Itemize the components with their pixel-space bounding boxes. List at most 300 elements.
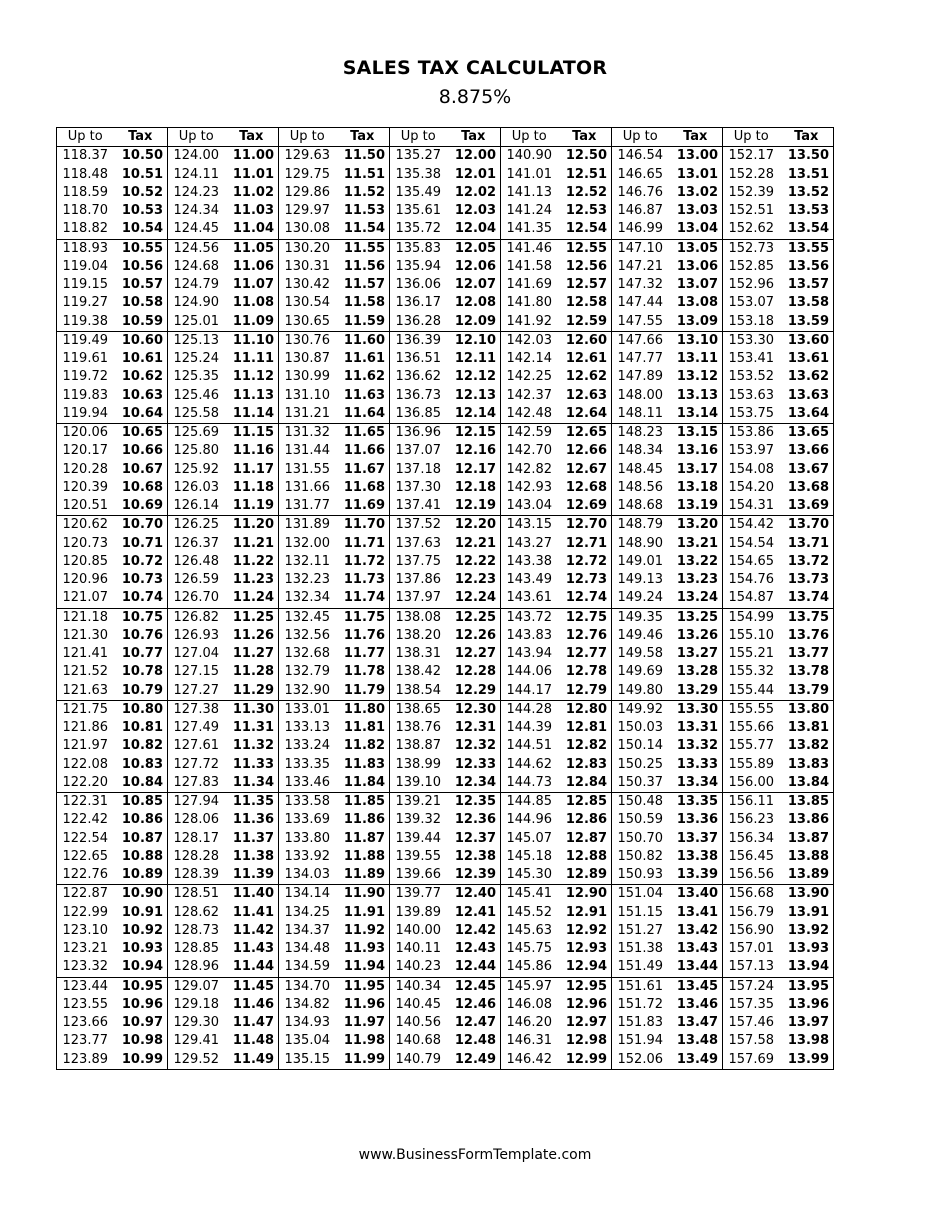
tax-cell: 11.43 (232, 941, 274, 956)
table-row (57, 922, 834, 940)
tax-cell: 11.01 (232, 166, 274, 182)
amount-cell: 140.90 (501, 147, 558, 166)
amount-cell: 134.70 (279, 977, 336, 996)
tax-cell: 10.69 (114, 497, 168, 516)
amount-cell: 137.97 (390, 589, 447, 608)
tax-cell: 10.82 (121, 738, 163, 754)
tax-cell: 12.73 (565, 572, 607, 587)
amount-cell: 131.77 (279, 497, 336, 516)
tax-cell: 11.92 (343, 922, 385, 938)
tax-cell: 13.18 (676, 479, 718, 495)
amount-cell: 144.51 (501, 737, 558, 755)
amount-cell: 140.11 (390, 940, 447, 958)
tax-cell: 12.52 (565, 184, 607, 200)
tax-cell: 12.95 (565, 978, 607, 994)
tax-cell: 10.58 (121, 295, 163, 311)
tax-cell: 11.68 (343, 479, 385, 495)
tax-cell: 12.55 (565, 240, 607, 256)
amount-cell: 130.99 (279, 368, 336, 386)
tax-cell: 12.59 (558, 313, 612, 332)
tax-cell: 12.27 (454, 646, 496, 661)
amount-cell: 146.08 (501, 996, 558, 1014)
tax-cell: 13.04 (669, 220, 723, 239)
amount-cell: 128.51 (168, 885, 225, 904)
tax-cell: 13.07 (676, 277, 718, 292)
tax-cell: 12.46 (454, 996, 496, 1012)
amount-cell: 136.17 (390, 294, 447, 312)
tax-cell: 12.33 (454, 756, 496, 772)
tax-cell: 13.85 (780, 793, 834, 812)
amount-cell: 154.65 (723, 553, 780, 571)
table-row (57, 811, 834, 829)
tax-cell: 13.77 (780, 645, 834, 663)
amount-cell: 136.39 (390, 331, 447, 350)
amount-cell: 145.18 (501, 848, 558, 866)
tax-cell: 12.63 (565, 387, 607, 403)
amount-cell: 131.21 (279, 405, 336, 424)
amount-cell: 151.94 (612, 1032, 669, 1050)
table-row (57, 774, 834, 793)
amount-cell: 132.56 (279, 627, 336, 645)
tax-cell: 11.70 (343, 517, 385, 533)
tax-cell: 11.48 (232, 1033, 274, 1049)
tax-cell: 12.06 (454, 258, 496, 274)
tax-cell: 11.85 (343, 794, 385, 809)
header-up-to: Up to (723, 128, 780, 147)
tax-cell: 10.60 (121, 332, 163, 348)
tax-cell: 10.50 (121, 148, 163, 164)
amount-cell: 144.39 (501, 719, 558, 737)
amount-cell: 146.42 (501, 1051, 558, 1070)
tax-cell: 13.51 (780, 166, 834, 184)
amount-cell: 126.03 (168, 479, 225, 497)
amount-cell: 135.83 (390, 239, 447, 258)
amount-cell: 150.25 (612, 756, 669, 774)
tax-cell: 13.79 (780, 682, 834, 701)
footer-url: www.BusinessFormTemplate.com (358, 1147, 592, 1163)
amount-cell: 142.14 (501, 350, 558, 368)
tax-cell: 13.31 (676, 720, 718, 735)
tax-cell: 13.64 (780, 405, 834, 424)
tax-cell: 13.98 (780, 1032, 834, 1050)
tax-cell: 11.27 (232, 646, 274, 661)
tax-cell: 13.35 (676, 794, 718, 809)
tax-cell: 13.99 (780, 1051, 834, 1070)
tax-cell: 11.10 (232, 332, 274, 348)
tax-cell: 13.55 (780, 239, 834, 258)
tax-cell: 12.92 (565, 922, 607, 938)
amount-cell: 123.66 (57, 1014, 114, 1032)
amount-cell: 155.32 (723, 663, 780, 681)
amount-cell: 121.07 (57, 589, 114, 608)
amount-cell: 153.97 (723, 442, 780, 460)
tax-cell: 12.48 (454, 1033, 496, 1049)
tax-cell: 13.95 (780, 977, 834, 996)
tax-cell: 12.54 (558, 220, 612, 239)
tax-cell: 11.65 (343, 425, 385, 440)
tax-cell: 12.93 (565, 941, 607, 956)
tax-cell: 13.22 (676, 553, 718, 569)
amount-cell: 135.61 (390, 202, 447, 220)
amount-cell: 122.20 (57, 774, 114, 793)
amount-cell: 150.70 (612, 830, 669, 848)
amount-cell: 119.38 (57, 313, 114, 332)
tax-cell: 13.20 (676, 517, 718, 533)
tax-cell: 13.94 (780, 958, 834, 977)
tax-cell: 12.79 (558, 682, 612, 701)
amount-cell: 124.00 (168, 147, 225, 166)
tax-cell: 13.27 (676, 646, 718, 661)
tax-cell: 12.89 (558, 866, 612, 885)
tax-cell: 12.66 (565, 443, 607, 459)
amount-cell: 146.87 (612, 202, 669, 220)
header-tax: Tax (225, 128, 279, 147)
amount-cell: 151.15 (612, 904, 669, 922)
amount-cell: 128.73 (168, 922, 225, 940)
amount-cell: 154.54 (723, 535, 780, 553)
amount-cell: 126.70 (168, 589, 225, 608)
tax-cell: 13.63 (780, 387, 834, 405)
amount-cell: 149.35 (612, 608, 669, 627)
amount-cell: 121.75 (57, 700, 114, 719)
tax-cell: 10.57 (121, 277, 163, 292)
table-row (57, 479, 834, 497)
amount-cell: 151.04 (612, 885, 669, 904)
amount-cell: 148.34 (612, 442, 669, 460)
tax-cell: 13.50 (780, 147, 834, 166)
amount-cell: 127.72 (168, 756, 225, 774)
tax-cell: 11.20 (232, 517, 274, 533)
amount-cell: 142.70 (501, 442, 558, 460)
tax-cell: 10.87 (121, 830, 163, 846)
amount-cell: 146.76 (612, 184, 669, 202)
table-row (57, 166, 834, 184)
amount-cell: 150.37 (612, 774, 669, 793)
amount-cell: 147.32 (612, 276, 669, 294)
amount-cell: 157.01 (723, 940, 780, 958)
tax-cell: 11.19 (225, 497, 279, 516)
tax-cell: 12.24 (447, 589, 501, 608)
tax-cell: 13.54 (780, 220, 834, 239)
tax-cell: 12.96 (565, 996, 607, 1012)
tax-cell: 13.76 (780, 627, 834, 645)
tax-cell: 10.51 (121, 166, 163, 182)
tax-cell: 13.41 (676, 904, 718, 920)
tax-cell: 12.78 (565, 664, 607, 680)
tax-cell: 13.30 (676, 701, 718, 717)
amount-cell: 145.41 (501, 885, 558, 904)
tax-cell: 11.23 (232, 572, 274, 587)
amount-cell: 136.85 (390, 405, 447, 424)
amount-cell: 152.39 (723, 184, 780, 202)
tax-cell: 12.00 (454, 148, 496, 164)
tax-cell: 13.37 (676, 830, 718, 846)
amount-cell: 136.28 (390, 313, 447, 332)
tax-cell: 11.97 (343, 1015, 385, 1030)
tax-cell: 11.60 (343, 332, 385, 348)
amount-cell: 134.14 (279, 885, 336, 904)
amount-cell: 130.31 (279, 258, 336, 276)
tax-cell: 12.43 (454, 941, 496, 956)
tax-cell: 13.45 (676, 978, 718, 994)
amount-cell: 125.13 (168, 331, 225, 350)
table-row (57, 239, 834, 258)
header-up-to: Up to (168, 128, 225, 147)
table-row (57, 184, 834, 202)
header-up-to: Up to (57, 128, 114, 147)
amount-cell: 135.49 (390, 184, 447, 202)
amount-cell: 125.24 (168, 350, 225, 368)
amount-cell: 150.48 (612, 793, 669, 812)
amount-cell: 149.92 (612, 700, 669, 719)
tax-cell: 10.54 (114, 220, 168, 239)
amount-cell: 148.23 (612, 424, 669, 443)
amount-cell: 121.63 (57, 682, 114, 701)
amount-cell: 138.08 (390, 608, 447, 627)
amount-cell: 132.23 (279, 571, 336, 589)
tax-cell: 11.74 (336, 589, 390, 608)
tax-cell: 10.88 (121, 848, 163, 864)
tax-cell: 10.83 (121, 756, 163, 772)
tax-cell: 13.69 (780, 497, 834, 516)
tax-cell: 13.01 (676, 166, 718, 182)
amount-cell: 119.94 (57, 405, 114, 424)
tax-cell: 11.38 (232, 848, 274, 864)
amount-cell: 157.13 (723, 958, 780, 977)
table-row (57, 682, 834, 701)
table-row (57, 589, 834, 608)
tax-cell: 12.62 (565, 369, 607, 385)
table-row (57, 1014, 834, 1032)
amount-cell: 139.89 (390, 904, 447, 922)
tax-cell: 13.62 (780, 368, 834, 386)
tax-cell: 13.15 (676, 425, 718, 440)
table-row (57, 405, 834, 424)
amount-cell: 145.52 (501, 904, 558, 922)
tax-cell: 13.87 (780, 830, 834, 848)
amount-cell: 141.24 (501, 202, 558, 220)
amount-cell: 143.27 (501, 535, 558, 553)
tax-cell: 12.36 (454, 812, 496, 828)
tax-cell: 13.83 (780, 756, 834, 774)
amount-cell: 119.04 (57, 258, 114, 276)
tax-cell: 13.05 (676, 240, 718, 256)
tax-cell: 12.13 (454, 387, 496, 403)
tax-cell: 12.91 (565, 904, 607, 920)
tax-cell: 12.61 (565, 351, 607, 366)
amount-cell: 120.51 (57, 497, 114, 516)
amount-cell: 132.45 (279, 608, 336, 627)
amount-cell: 134.37 (279, 922, 336, 940)
amount-cell: 154.42 (723, 516, 780, 535)
amount-cell: 135.72 (390, 220, 447, 239)
tax-cell: 12.88 (565, 848, 607, 864)
amount-cell: 136.73 (390, 387, 447, 405)
tax-cell: 11.33 (232, 756, 274, 772)
tax-cell: 12.77 (565, 646, 607, 661)
table-row (57, 756, 834, 774)
tax-cell: 12.94 (558, 958, 612, 977)
tax-cell: 11.90 (343, 886, 385, 902)
tax-cell: 11.80 (343, 701, 385, 717)
tax-cell: 12.32 (454, 738, 496, 754)
amount-cell: 130.76 (279, 331, 336, 350)
tax-cell: 13.24 (669, 589, 723, 608)
amount-cell: 140.23 (390, 958, 447, 977)
tax-cell: 11.44 (225, 958, 279, 977)
tax-cell: 12.60 (565, 332, 607, 348)
tax-cell: 10.62 (121, 369, 163, 385)
tax-cell: 11.31 (232, 720, 274, 735)
amount-cell: 149.58 (612, 645, 669, 663)
amount-cell: 133.24 (279, 737, 336, 755)
tax-cell: 10.94 (114, 958, 168, 977)
amount-cell: 145.63 (501, 922, 558, 940)
tax-cell: 10.79 (114, 682, 168, 701)
amount-cell: 119.15 (57, 276, 114, 294)
tax-cell: 10.90 (121, 886, 163, 902)
amount-cell: 148.79 (612, 516, 669, 535)
tax-cell: 12.05 (454, 240, 496, 256)
table-row (57, 276, 834, 294)
amount-cell: 144.96 (501, 811, 558, 829)
amount-cell: 120.39 (57, 479, 114, 497)
tax-cell: 11.16 (232, 443, 274, 459)
tax-cell: 12.16 (454, 443, 496, 459)
tax-cell: 12.18 (454, 479, 496, 495)
amount-cell: 136.06 (390, 276, 447, 294)
amount-cell: 125.58 (168, 405, 225, 424)
tax-cell: 13.28 (676, 664, 718, 680)
amount-cell: 155.77 (723, 737, 780, 755)
table-row (57, 885, 834, 904)
amount-cell: 122.76 (57, 866, 114, 885)
tax-cell: 11.64 (336, 405, 390, 424)
tax-cell: 11.15 (232, 425, 274, 440)
tax-cell: 11.11 (232, 351, 274, 366)
tax-rate: 8.875% (438, 86, 512, 108)
tax-cell: 12.28 (454, 664, 496, 680)
tax-cell: 11.39 (225, 866, 279, 885)
amount-cell: 118.82 (57, 220, 114, 239)
table-row (57, 442, 834, 460)
table-row (57, 571, 834, 589)
tax-cell: 13.43 (676, 941, 718, 956)
tax-cell: 11.03 (232, 203, 274, 218)
amount-cell: 154.87 (723, 589, 780, 608)
amount-cell: 123.55 (57, 996, 114, 1014)
amount-cell: 141.35 (501, 220, 558, 239)
tax-cell: 13.61 (780, 350, 834, 368)
amount-cell: 129.75 (279, 166, 336, 184)
amount-cell: 154.99 (723, 608, 780, 627)
amount-cell: 137.07 (390, 442, 447, 460)
tax-cell: 13.23 (676, 572, 718, 587)
tax-cell: 12.23 (454, 572, 496, 587)
tax-cell: 12.82 (565, 738, 607, 754)
amount-cell: 142.25 (501, 368, 558, 386)
amount-cell: 137.30 (390, 479, 447, 497)
amount-cell: 143.61 (501, 589, 558, 608)
tax-cell: 10.78 (121, 664, 163, 680)
tax-cell: 13.11 (676, 351, 718, 366)
amount-cell: 137.63 (390, 535, 447, 553)
amount-cell: 125.92 (168, 461, 225, 479)
amount-cell: 131.32 (279, 424, 336, 443)
tax-cell: 11.69 (336, 497, 390, 516)
tax-cell: 12.97 (565, 1015, 607, 1030)
amount-cell: 127.61 (168, 737, 225, 755)
table-row (57, 350, 834, 368)
amount-cell: 150.82 (612, 848, 669, 866)
tax-cell: 10.99 (114, 1051, 168, 1070)
amount-cell: 151.38 (612, 940, 669, 958)
tax-cell: 11.94 (336, 958, 390, 977)
amount-cell: 143.94 (501, 645, 558, 663)
amount-cell: 136.51 (390, 350, 447, 368)
header-tax: Tax (447, 128, 501, 147)
amount-cell: 149.69 (612, 663, 669, 681)
tax-cell: 10.56 (121, 258, 163, 274)
amount-cell: 126.48 (168, 553, 225, 571)
amount-cell: 122.87 (57, 885, 114, 904)
amount-cell: 152.62 (723, 220, 780, 239)
amount-cell: 126.37 (168, 535, 225, 553)
tax-cell: 10.68 (121, 479, 163, 495)
amount-cell: 133.35 (279, 756, 336, 774)
tax-cell: 12.11 (454, 351, 496, 366)
tax-cell: 13.80 (780, 700, 834, 719)
tax-cell: 10.67 (121, 461, 163, 477)
tax-cell: 11.75 (343, 609, 385, 625)
amount-cell: 141.46 (501, 239, 558, 258)
amount-cell: 135.38 (390, 166, 447, 184)
tax-cell: 10.66 (121, 443, 163, 459)
amount-cell: 123.10 (57, 922, 114, 940)
amount-cell: 129.18 (168, 996, 225, 1014)
header-up-to: Up to (390, 128, 447, 147)
table-row (57, 737, 834, 755)
tax-cell: 12.26 (454, 627, 496, 643)
amount-cell: 134.48 (279, 940, 336, 958)
amount-cell: 135.27 (390, 147, 447, 166)
amount-cell: 124.56 (168, 239, 225, 258)
amount-cell: 122.42 (57, 811, 114, 829)
amount-cell: 137.52 (390, 516, 447, 535)
amount-cell: 152.73 (723, 239, 780, 258)
tax-cell: 11.26 (232, 627, 274, 643)
tax-cell: 10.84 (114, 774, 168, 793)
amount-cell: 139.55 (390, 848, 447, 866)
tax-cell: 12.37 (454, 830, 496, 846)
amount-cell: 126.14 (168, 497, 225, 516)
amount-cell: 140.45 (390, 996, 447, 1014)
tax-cell: 11.30 (232, 701, 274, 717)
amount-cell: 151.49 (612, 958, 669, 977)
tax-cell: 13.38 (676, 848, 718, 864)
tax-cell: 13.74 (780, 589, 834, 608)
amount-cell: 127.15 (168, 663, 225, 681)
amount-cell: 142.93 (501, 479, 558, 497)
tax-cell: 11.56 (343, 258, 385, 274)
table-row (57, 830, 834, 848)
amount-cell: 132.68 (279, 645, 336, 663)
tax-cell: 12.64 (558, 405, 612, 424)
table-row (57, 645, 834, 663)
tax-cell: 12.53 (565, 203, 607, 218)
amount-cell: 131.89 (279, 516, 336, 535)
amount-cell: 137.41 (390, 497, 447, 516)
